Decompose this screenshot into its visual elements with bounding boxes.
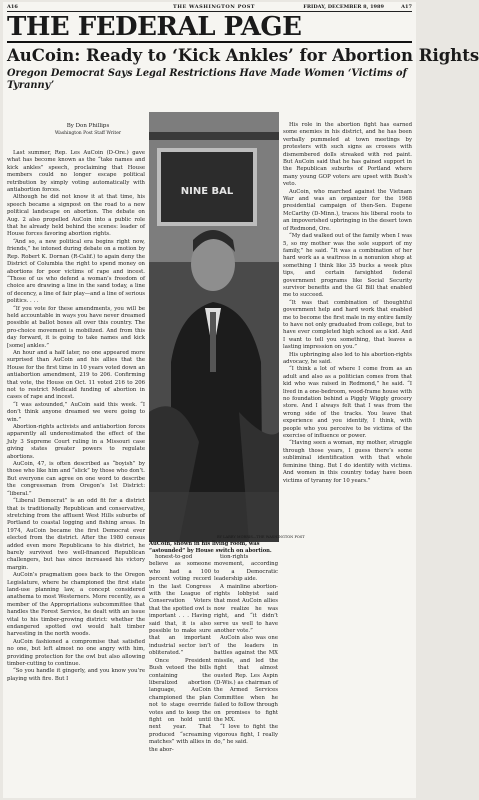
article-paragraph: Abortion-rights activists and antiabortion forces apparently all underestimated the effect of the July 3 Supreme Court ruling in a Missouri case giving states greater powers to regulate abortions. (7, 424, 145, 460)
article-paragraph: Although he did not know it at that time, his speech became a signpost on the road to a new political landscape on abortion. The debate on Aug. 2 also propelled AuCoin into a public role that he already held behind the scenes: leader of House forces favoring abortion rights. (7, 194, 145, 238)
masthead-page-label: A16 (7, 4, 18, 10)
photo-caption: AuCoin, shown in his living room, was “astounded” by House switch on abortion. (149, 541, 272, 554)
article-paragraph: Once President Bush vetoed the bills containing the liberalized abortion language, AuCoin championed the plan not to stage override votes and to keep the fight on hold until next year. That produced “screaming matches” with allies in the abor- (149, 657, 211, 753)
photo-sign-text: NINE BAL (180, 186, 234, 197)
masthead (7, 3, 412, 12)
column-3 (214, 554, 278, 794)
article-paragraph: “If you vote for these amendments, you will be held accountable in ways you have never dreamed possible at ballot boxes all over this country. The pro-choice movement is mobilized. And from this day forward, it is going to take names and kick [some] ankles.” (7, 305, 145, 349)
article-paragraph: AuCoin’s pragmatism goes back to the Oregon Legislature, where he championed the first state land-use planning law, a concept considered anathema to most Westerners. More recently, as a member of the Appropriations subcommittee that handles the Forest Service, he dealt with an issue vital to his timber-growing district: whether the endangered spotted owl would halt timber harvesting in the north woods. (7, 572, 145, 638)
masthead-date: FRIDAY, DECEMBER 8, 1989 (303, 4, 384, 10)
deck: Oregon Democrat Says Legal Restrictions Have Made Women ‘Victims of Tyranny’ (7, 68, 407, 91)
headline: AuCoin: Ready to ‘Kick Ankles’ for Abortion Rights (7, 46, 479, 65)
article-paragraph: His role in the abortion fight has earned some enemies in his district, and he has been verbally pummeled at town meetings by protesters with such signs as crosses with dismembered dolls streaked with red paint. But AuCoin said that he has gained support in the Republican suburbs of Portland where many young GOP voters are upset with Bush’s veto. (283, 122, 412, 188)
photo-image (149, 112, 279, 542)
article-paragraph: tion-rights movement, according to a Democratic leadership aide. (214, 554, 278, 583)
article-paragraph: “I think a lot of where I come from as an adult and also as a politician comes from that kid who was raised in Redmond,” he said. “I lived in a one-bedroom, wood-frame house with no foundation behind a Piggly Wiggly grocery store. And I always felt that I was from the wrong side of the tracks. You leave that experience and you identify, I think, with people who you perceive to be victims of the exercise of influence or power. (283, 366, 412, 440)
article-photo (149, 112, 279, 542)
column-4 (283, 122, 412, 798)
article-paragraph: “Having seen a woman, my mother, struggle through those years, I guess there’s some subliminal identification with that whole feminine thing. But I do identify with victims. And women in this country today have been victims of tyranny for 10 years.” (283, 440, 412, 484)
column-2 (149, 554, 211, 794)
photo-credit: BY LARRY MORRIS—THE WASHINGTON POST (217, 535, 305, 539)
article-paragraph: AuCoin, 47, is often described as “boyish” by those who like him and “slick” by those who don’t. But everyone can agree on one word to describe the congressman from Oregon’s 1st District: “liberal.” (7, 461, 145, 497)
article-paragraph: “Liberal Democrat” is an odd fit for a district that is traditionally Republican and conservative, stretching from the affluent West Hills suburbs of Portland to coastal logging and fishing areas. In 1974, AuCoin became the first Democrat ever elected from the district. After the 1980 census added even more Republicans to his district, he barely survived two well-financed Republican challengers, but has since increased his victory margin. (7, 498, 145, 571)
article-paragraph: AuCoin also was one of the leaders in battles against the MX missile, and led the fight that almost ousted Rep. Les Aspin (D-Wis.) as chairman of the Armed Services Committee when he failed to follow through on promises to fight the MX. (214, 635, 278, 723)
article-paragraph: “I love to fight the vigorous fight, I really do,” he said. (214, 724, 278, 746)
article-paragraph: “And so, a new political era begins right now, friends,” he intoned during debate on a motion by Rep. Robert K. Dornan (R-Calif.) to again deny the District of Columbia the right to spend money on abortions for poor victims of rape and incest. “Those of us who defend a woman’s freedom of choice are drawing a line in the sand today, a line of decency, a line of fair play—and a line of serious politics. . . . (7, 238, 145, 305)
article-paragraph: AuCoin fashioned a compromise that satisfied no one, but left almost no one angry with him, providing protection for the owl but also allowing timber-cutting to continue. (7, 638, 145, 668)
byline-author: By Don Phillips (66, 123, 110, 129)
article-paragraph: His upbringing also led to his abortion-rights advocacy, he said. (283, 351, 412, 365)
article-paragraph: honest-to-god believe as someone who had a 100 percent voting record in the last Congress with the League of Conservation Voters that the spotted owl is important . . . Having said that, it is also possible to make sure that an important industrial sector isn’t obliterated.” (149, 554, 211, 657)
section-title: THE FEDERAL PAGE (7, 13, 412, 43)
masthead-paper-name: THE WASHINGTON POST (173, 4, 256, 10)
byline (43, 123, 133, 137)
article-paragraph: A mainline abortion-rights lobbyist said that most AuCoin allies now realize he was right, and “it didn’t serve us well to have another vote.” (214, 583, 278, 635)
newspaper-page (3, 2, 479, 798)
article-paragraph: “I was astounded,” AuCoin said this week. “I don’t think anyone dreamed we were going to win.” (7, 401, 145, 423)
article-paragraph: “So you handle it gingerly, and you know you’re playing with fire. But I (7, 668, 145, 682)
masthead-page-number: A17 (401, 4, 412, 10)
article-paragraph: An hour and a half later, no one appeared more surprised than AuCoin and his allies that the House for the first time in 10 years voted down an antiabortion amendment, 219 to 206. Confirming that vote, the House on Oct. 11 voted 216 to 206 not to restrict Medicaid funding of abortion in cases of rape and incest. (7, 349, 145, 401)
article-paragraph: AuCoin, who marched against the Vietnam War and was an organizer for the 1968 presidential campaign of then-Sen. Eugene McCarthy (D-Minn.), traces his liberal roots to an impoverished upbringing in the desert town of Redmond, Ore. (283, 188, 412, 232)
article-paragraph: Last summer, Rep. Les AuCoin (D-Ore.) gave what has become known as the “take names and kick ankles” speech, proclaiming that House members could no longer escape political retribution by simply voting automatically with antiabortion forces. (7, 150, 145, 194)
article-paragraph: “My dad walked out of the family when I was 5, so my mother was the sole support of my family,” he said. “It was a combination of her hard work as a waitress in a nonunion shop at something I think like 35 bucks a week plus tips, and certain farsighted federal government programs like Social Security survivor benefits and the GI Bill that enabled me to succeed. (283, 233, 412, 299)
column-1 (7, 150, 145, 798)
article-paragraph: “It was that combination of thoughtful government help and hard work that enabled me to become the first male in my entire family to have not only graduated from college, but to have ever completed high school as a kid. And I want to tell you something, that leaves a lasting impression on you.” (283, 299, 412, 351)
byline-credit: Washington Post Staff Writer (54, 131, 122, 136)
